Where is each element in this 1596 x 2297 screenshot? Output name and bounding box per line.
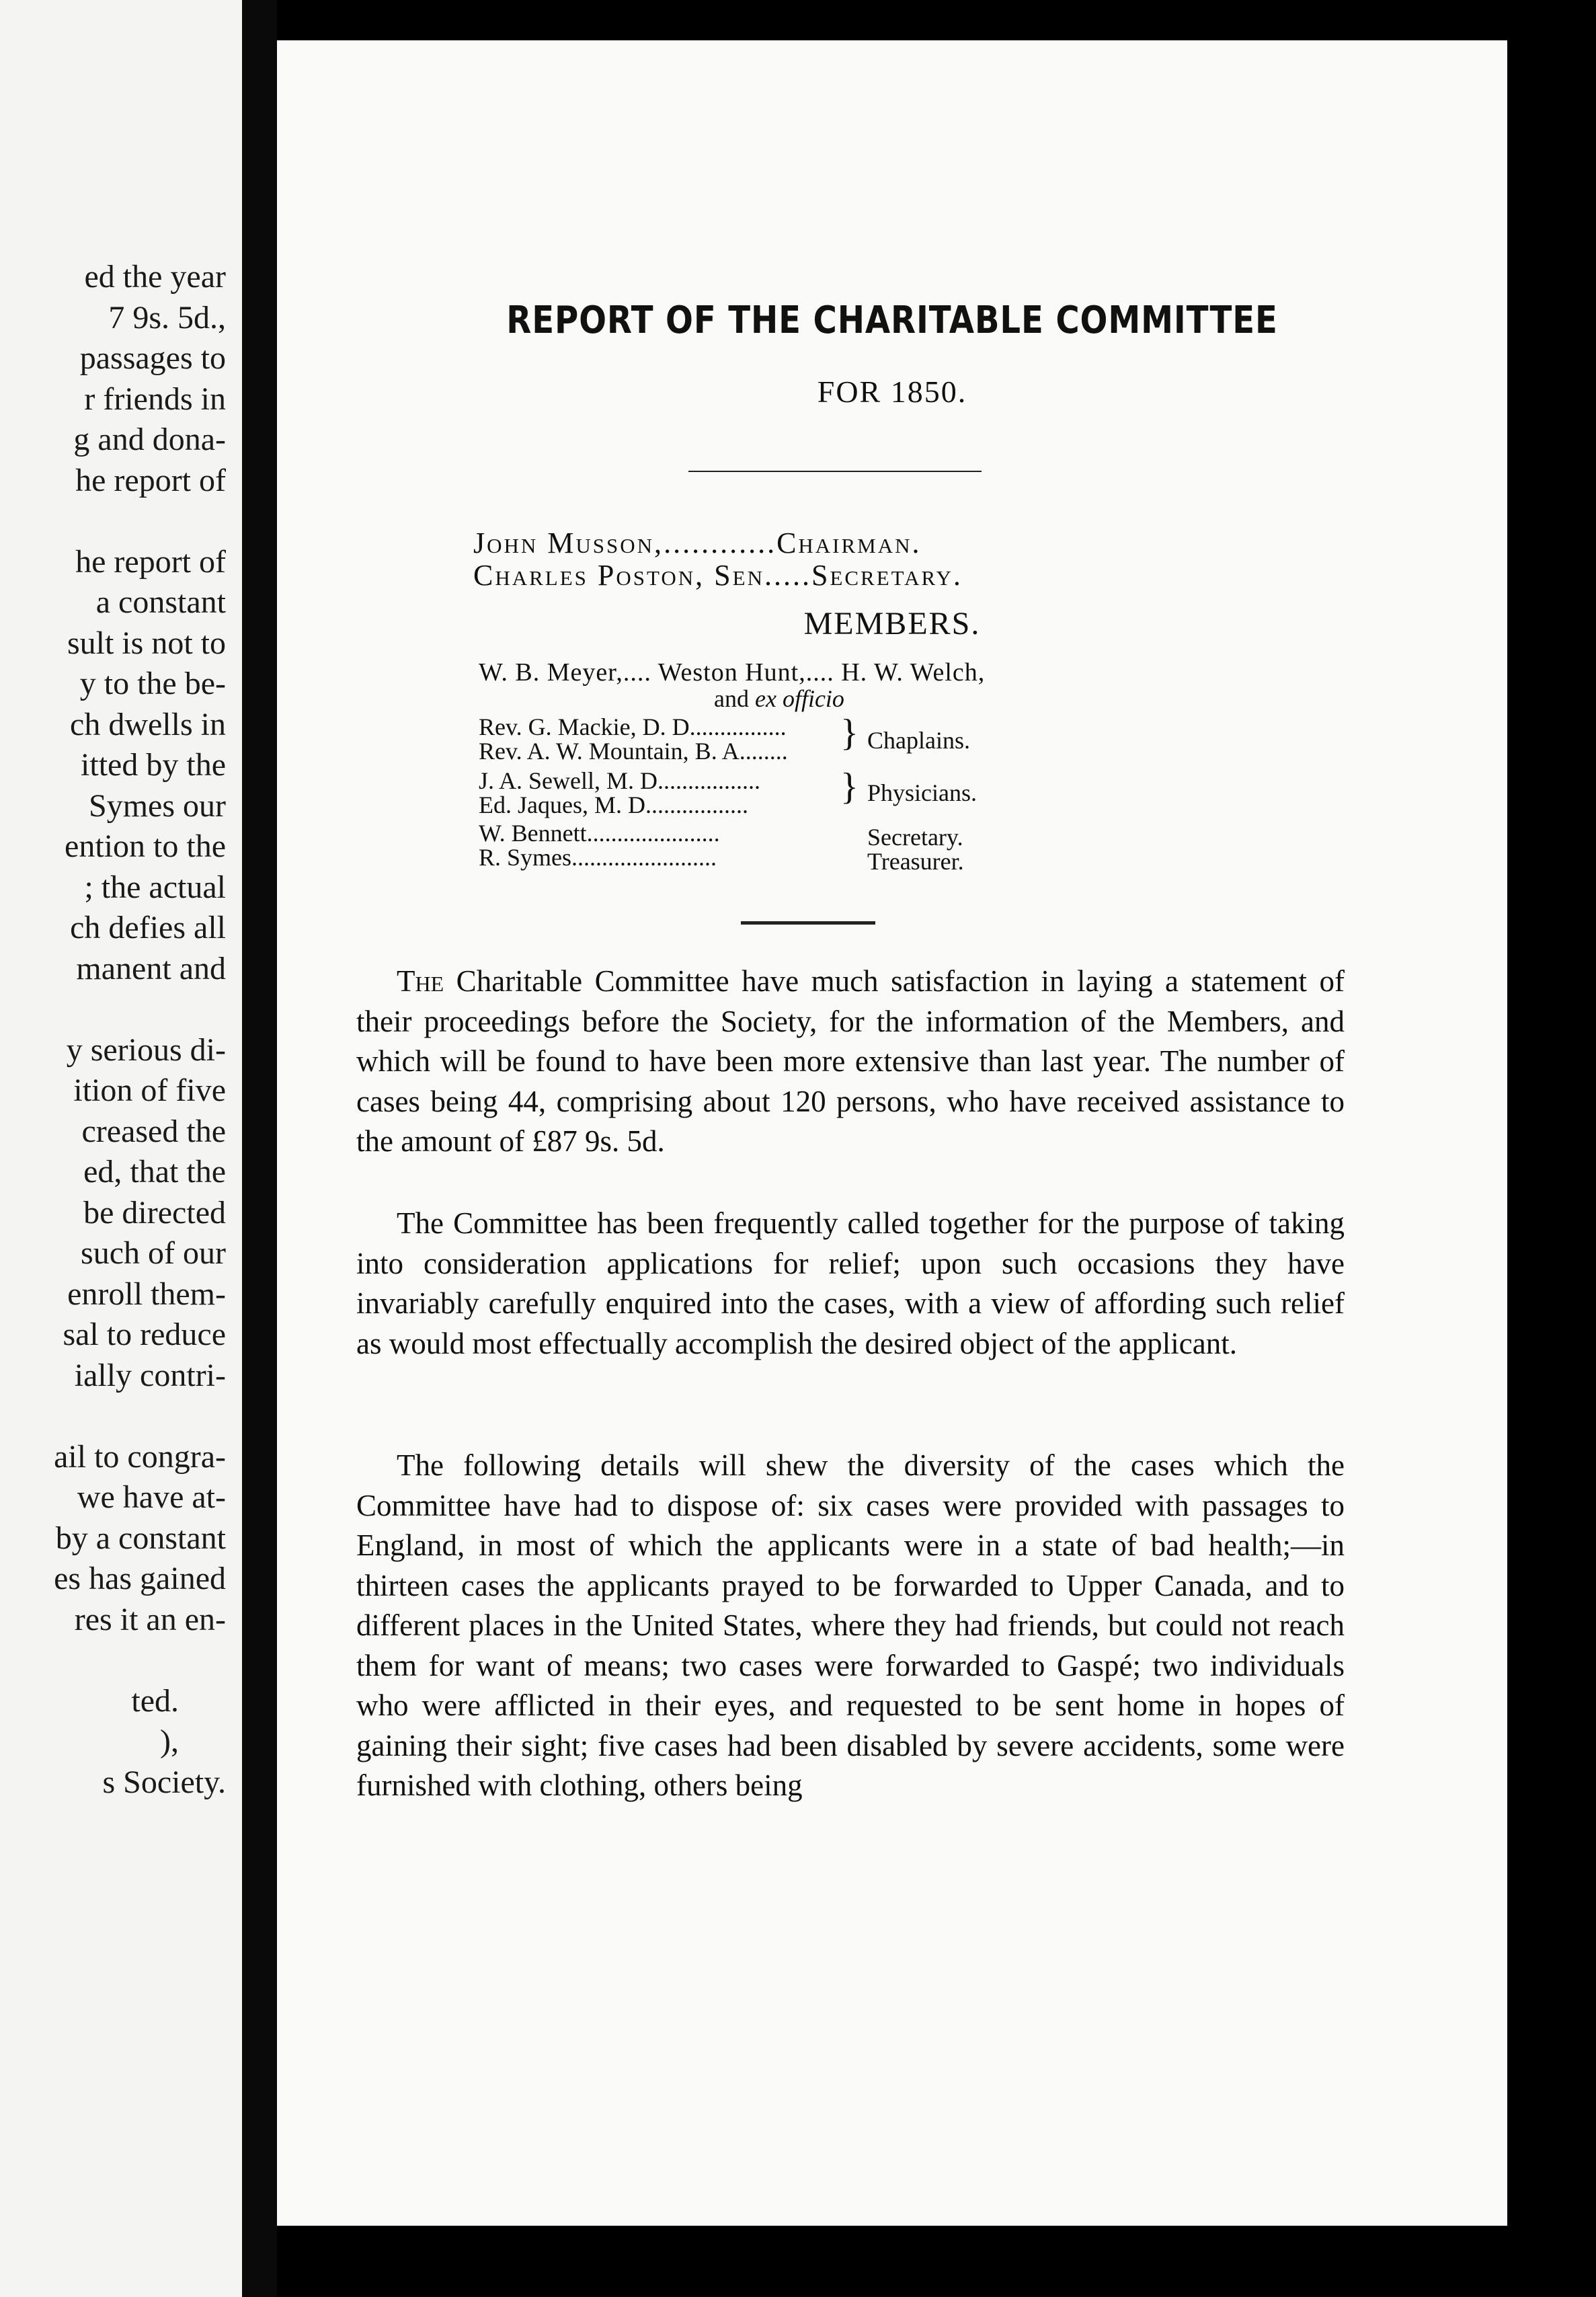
left-page-line: ), <box>160 1723 179 1759</box>
left-page-line: ention to the <box>65 828 226 864</box>
official-row: J. A. Sewell, M. D................. <box>479 767 761 794</box>
left-page-line: he report of <box>75 543 226 580</box>
left-page-line: sult is not to <box>67 625 226 661</box>
book-gutter <box>242 0 277 2297</box>
officer-chairman: John Musson,............Chairman. <box>473 527 922 559</box>
left-page-line: manent and <box>76 950 226 986</box>
left-page-line: enroll them- <box>67 1276 226 1312</box>
left-page-line: ially contri- <box>74 1357 226 1393</box>
report-subtitle: FOR 1850. <box>817 375 967 409</box>
official-row: Rev. A. W. Mountain, B. A........ <box>479 738 788 765</box>
official-row: Rev. G. Mackie, D. D................ <box>479 713 787 740</box>
report-title: REPORT OF THE CHARITABLE COMMITTEE <box>506 299 1278 342</box>
left-page-line: passages to <box>79 340 226 376</box>
right-page <box>277 40 1507 2226</box>
official-role: Secretary. <box>867 824 963 851</box>
left-page-line: y serious di- <box>66 1031 226 1068</box>
official-role: Treasurer. <box>867 848 964 875</box>
physicians-label: Physicians. <box>867 779 977 806</box>
paragraph: The Committee has been frequently called together for the purpose of taking into consideration applications for relief; upon such occasions they have invariably carefully enquired into the cases, with a view of affording such relief as would most effectually accomplish the desired object of the applicant. <box>356 1206 1345 1360</box>
left-page-line: Symes our <box>89 787 226 824</box>
official-row: W. Bennett...................... <box>479 820 720 847</box>
left-page-line: es has gained <box>54 1561 226 1596</box>
physicians-brace: } <box>840 766 859 808</box>
left-page-line: ition of five <box>73 1073 226 1108</box>
left-page-line: ail to congra- <box>54 1438 226 1475</box>
left-page-line: ed the year <box>84 259 226 295</box>
left-page-line: r friends in <box>84 381 226 417</box>
left-page-line: g and dona- <box>73 422 226 457</box>
officer-name: John Musson, <box>473 527 664 559</box>
top-divider <box>688 471 982 472</box>
left-page-line: we have at- <box>77 1479 226 1515</box>
left-page-line: be directed <box>83 1194 226 1231</box>
left-page-line: itted by the <box>81 747 226 783</box>
left-page-line: creased the <box>81 1113 226 1149</box>
officer-name: Charles Poston, Sen. <box>473 559 774 592</box>
left-page-fragment <box>0 0 242 2297</box>
left-page-line: y to the be- <box>79 666 226 701</box>
middle-divider <box>741 921 875 925</box>
left-page-line: ch defies all <box>70 910 226 945</box>
officer-secretary: Charles Poston, Sen.....Secretary. <box>473 559 963 592</box>
left-page-line: sal to reduce <box>63 1317 226 1352</box>
official-row: Ed. Jaques, M. D................. <box>479 791 748 818</box>
left-page-line: by a constant <box>55 1520 226 1556</box>
officer-role: Secretary. <box>811 559 963 592</box>
left-page-line: res it an en- <box>74 1601 226 1637</box>
members-line: W. B. Meyer,.... Weston Hunt,.... H. W. Welch, <box>479 658 986 687</box>
officer-role: Chairman. <box>776 527 922 559</box>
left-page-line: a constant <box>95 584 226 620</box>
left-page-line: ed, that the <box>83 1154 226 1190</box>
left-page-line: s Society. <box>102 1764 226 1800</box>
paragraph: The following details will shew the diversity of the cases which the Committee have had to dispose of: six cases were provided with passages to England, in most of which the applicants were in a state of bad health;—in thirteen cases the applicants prayed to be forwarded to Upper Canada, and to different places in the United States, where they had friends, but could not reach them for want of means; two cases were forwarded to Gaspé; two individuals who were afflicted in their eyes, and requested to be sent home in hopes of gaining their sight; five cases had been disabled by severe accidents, some were furnished with clothing, others being <box>356 1448 1345 1802</box>
official-row: R. Symes........................ <box>479 844 717 871</box>
left-page-line: ch dwells in <box>70 706 226 742</box>
left-page-line: he report of <box>75 462 226 498</box>
left-page-line: 7 9s. 5d., <box>108 299 226 336</box>
left-page-line: ted. <box>131 1682 179 1719</box>
chaplains-brace: } <box>840 712 859 754</box>
left-page-line: ; the actual <box>84 869 226 905</box>
members-heading: MEMBERS. <box>803 606 981 641</box>
paragraph: The Charitable Committee have much satisfaction in laying a statement of their proceedings before the Society, for the information of the Members, and which will be found to have been more extensive than last year. The number of cases being 44, comprising about 120 persons, who have received assistance to the amount of £87 9s. 5d. <box>356 964 1345 1158</box>
ex-officio-line: and ex officio <box>714 685 844 712</box>
chaplains-label: Chaplains. <box>867 727 970 754</box>
left-page-line: such of our <box>81 1235 226 1271</box>
